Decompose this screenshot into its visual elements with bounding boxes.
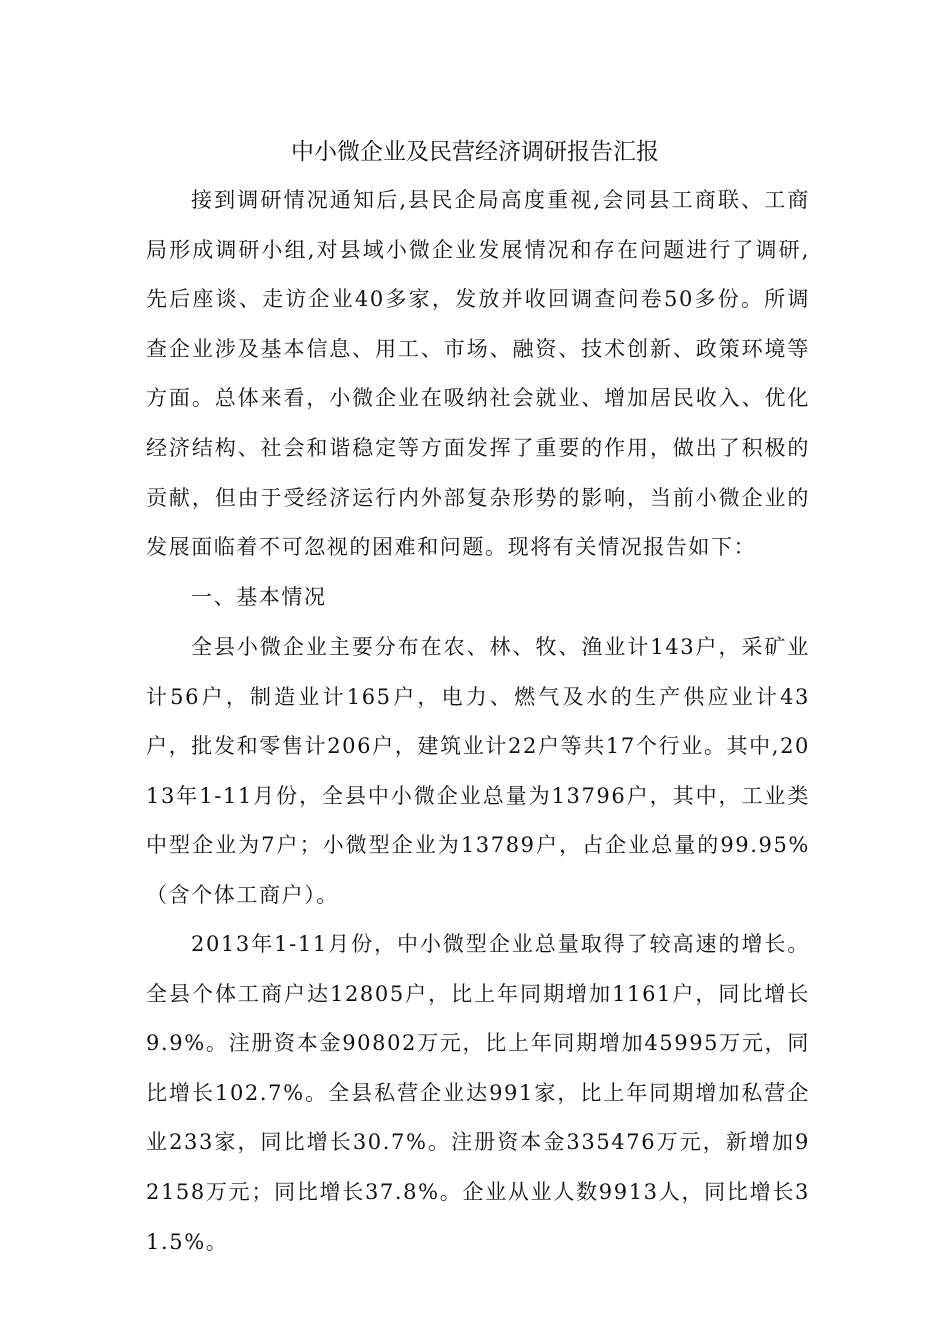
document-title: 中小微企业及民营经济调研报告汇报 xyxy=(291,139,659,165)
paragraph-distribution: 全县小微企业主要分布在农、林、牧、渔业计143户，采矿业计56户，制造业计165户，电力、燃气及水的生产供应业计43户，批发和零售计206户，建筑业计22户等共17个行业。其中,2013年1-11月份，全县中小微企业总量为13796户，其中，工业类中型企业为7户；小微型企业为13789户，占企业总量的99.95%（含个体工商户）。 xyxy=(146,635,810,907)
paragraph-intro: 接到调研情况通知后,县民企局高度重视,会同县工商联、工商局形成调研小组,对县域小微企业发展情况和存在问题进行了调研,先后座谈、走访企业40多家，发放并收回调查问卷50多份。所调查企业涉及基本信息、用工、市场、融资、技术创新、政策环境等方面。总体来看，小微企业在吸纳社会就业、增加居民收入、优化经济结构、社会和谐稳定等方面发挥了重要的作用，做出了积极的贡献，但由于受经济运行内外部复杂形势的影响，当前小微企业的发展面临着不可忽视的困难和问题。现将有关情况报告如下： xyxy=(146,188,810,560)
paragraph-growth: 2013年1-11月份，中小微型企业总量取得了较高速的增长。全县个体工商户达12805户，比上年同期增加1161户，同比增长9.9%。注册资本金90802万元，比上年同期增加45995万元，同比增长102.7%。全县私营企业达991家，比上年同期增加私营企业233家，同比增长30.7%。注册资本金335476万元，新增加92158万元；同比增长37.8%。企业从业人数9913人，同比增长31.5%。 xyxy=(146,932,810,1254)
section-heading: 一、基本情况 xyxy=(191,585,327,609)
